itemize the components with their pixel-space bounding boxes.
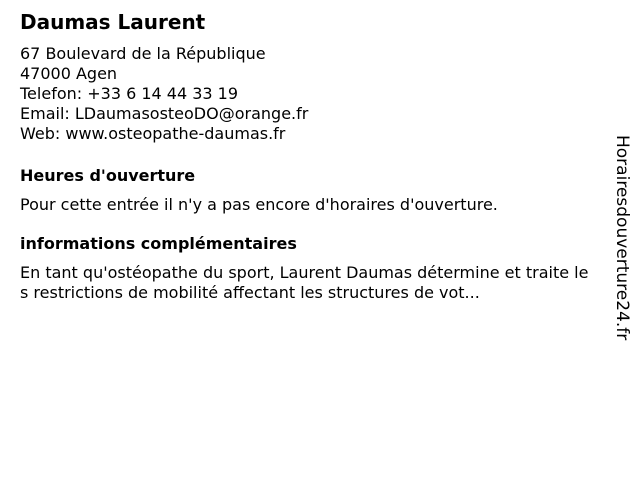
business-card: [20, 10, 600, 303]
email-line: Email: LDaumasosteoDO@orange.fr: [20, 104, 309, 123]
additional-info-text: En tant qu'ostéopathe du sport, Laurent Daumas détermine et traite les restrictions de mobilité affectant les structures de vot...: [20, 263, 589, 302]
additional-info-heading: informations complémentaires: [20, 234, 297, 253]
opening-hours-heading: Heures d'ouverture: [20, 166, 196, 185]
opening-hours-text: Pour cette entrée il n'y a pas encore d'horaires d'ouverture.: [20, 195, 498, 214]
address-block: [20, 44, 600, 144]
city-line: 47000 Agen: [20, 64, 118, 83]
phone-line: Telefon: +33 6 14 44 33 19: [20, 84, 239, 103]
street-address: 67 Boulevard de la République: [20, 44, 266, 63]
website-line: Web: www.osteopathe-daumas.fr: [20, 124, 286, 143]
business-name: Daumas Laurent: [20, 10, 206, 34]
site-brand-watermark: Horairesdouverture24.fr: [612, 135, 632, 341]
